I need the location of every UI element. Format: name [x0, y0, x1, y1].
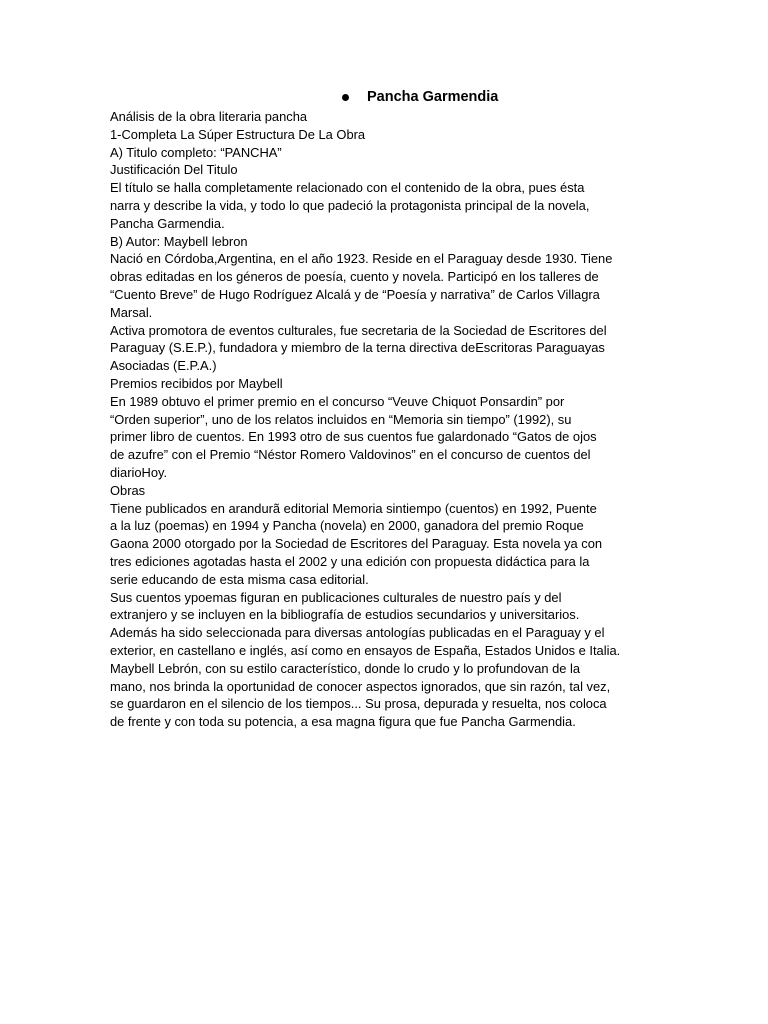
- text-line: Paraguay (S.E.P.), fundadora y miembro de la terna directiva deEscritoras Paraguayas: [110, 340, 605, 356]
- text-line: Análisis de la obra literaria pancha: [110, 109, 308, 124]
- text-line: de azufre” con el Premio “Néstor Romero Valdovinos” en el concurso de cuentos del: [110, 447, 591, 463]
- text-line: tres ediciones agotadas hasta el 2002 y una edición con propuesta didáctica para la: [110, 553, 590, 569]
- text-line: diarioHoy.: [110, 464, 168, 480]
- text-line: Nació en Córdoba,Argentina, en el año 1923. Reside en el Paraguay desde 1930. Tiene: [110, 251, 613, 267]
- text-line: Premios recibidos por Maybell: [110, 375, 283, 391]
- text-line: Marsal.: [110, 304, 153, 320]
- document-heading: [342, 86, 670, 108]
- text-line: Sus cuentos ypoemas figuran en publicaciones culturales de nuestro país y del: [110, 589, 562, 605]
- text-line: 1-Completa La Súper Estructura De La Obra: [110, 126, 366, 142]
- text-line: narra y describe la vida, y todo lo que padeció la protagonista principal de la novela,: [110, 197, 590, 213]
- text-line: mano, nos brinda la oportunidad de conocer aspectos ignorados, que sin razón, tal vez,: [110, 678, 611, 694]
- text-line: B) Autor: Maybell lebron: [110, 233, 248, 249]
- text-line: serie educando de esta misma casa editorial.: [110, 571, 369, 587]
- text-line: extranjero y se incluyen en la bibliografía de estudios secundarios y universitarios.: [110, 607, 580, 623]
- text-line: En 1989 obtuvo el primer premio en el concurso “Veuve Chiquot Ponsardin” por: [110, 393, 565, 409]
- text-line: Justificación Del Titulo: [110, 162, 238, 178]
- document-title: Pancha Garmendia: [367, 89, 499, 105]
- text-line: “Cuento Breve” de Hugo Rodríguez Alcalá y de “Poesía y narrativa” de Carlos Villagra: [110, 286, 600, 302]
- text-line: se guardaron en el silencio de los tiempos... Su prosa, depurada y resuelta, nos coloca: [110, 696, 607, 712]
- document-page: [110, 86, 670, 731]
- bullet-icon: [342, 94, 349, 101]
- text-line: Pancha Garmendia.: [110, 215, 225, 231]
- text-line: a la luz (poemas) en 1994 y Pancha (novela) en 2000, ganadora del premio Roque: [110, 518, 584, 534]
- text-line: obras editadas en los géneros de poesía, cuento y novela. Participó en los talleres de: [110, 269, 599, 285]
- text-line: exterior, en castellano e inglés, así como en ensayos de España, Estados Unidos e Italia.: [110, 642, 621, 658]
- text-line: “Orden superior”, uno de los relatos incluidos en “Memoria sin tiempo” (1992), su: [110, 411, 572, 427]
- text-line: Además ha sido seleccionada para diversas antologías publicadas en el Paraguay y el: [110, 625, 605, 641]
- text-line: Asociadas (E.P.A.): [110, 358, 217, 374]
- text-line: A) Titulo completo: “PANCHA”: [110, 144, 282, 160]
- text-line: Gaona 2000 otorgado por la Sociedad de Escritores del Paraguay. Esta novela ya con: [110, 536, 603, 552]
- text-line: de frente y con toda su potencia, a esa magna figura que fue Pancha Garmendia.: [110, 714, 576, 730]
- text-line: Activa promotora de eventos culturales, fue secretaria de la Sociedad de Escritores del: [110, 322, 607, 338]
- text-line: Tiene publicados en arandurã editorial Memoria sintiempo (cuentos) en 1992, Puente: [110, 500, 597, 516]
- text-line: Maybell Lebrón, con su estilo característico, donde lo crudo y lo profundovan de la: [110, 660, 581, 676]
- text-line: Obras: [110, 482, 146, 498]
- document-body: [110, 108, 670, 731]
- text-line: El título se halla completamente relacionado con el contenido de la obra, pues ésta: [110, 180, 585, 196]
- text-line: primer libro de cuentos. En 1993 otro de sus cuentos fue galardonado “Gatos de ojos: [110, 429, 597, 445]
